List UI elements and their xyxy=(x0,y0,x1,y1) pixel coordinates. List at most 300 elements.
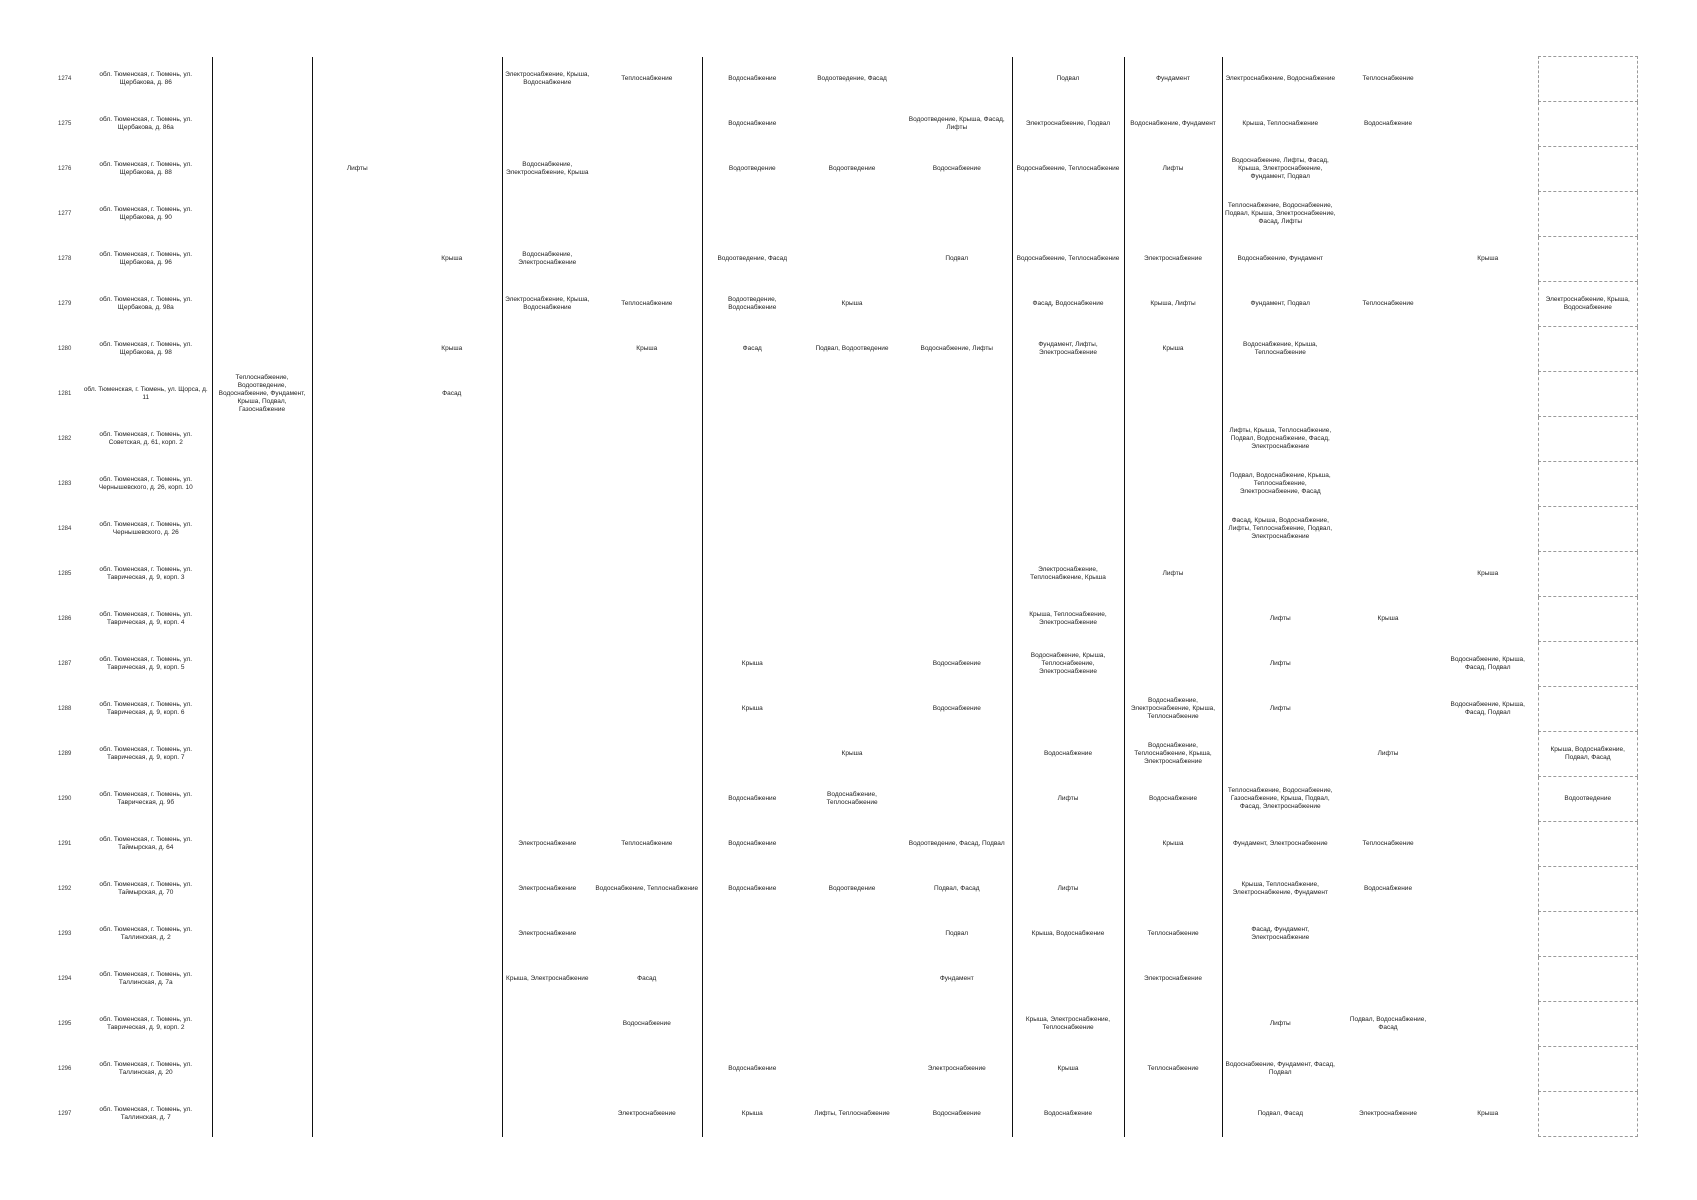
work-cell: Электроснабжение xyxy=(518,840,577,847)
work-cell: Водоотведение, Фасад xyxy=(817,75,887,82)
work-cell xyxy=(212,642,312,687)
work-cell-last xyxy=(1538,57,1638,102)
row-number: 1281 xyxy=(58,391,72,397)
table-row xyxy=(56,597,1638,642)
work-cell: Электроснабжение xyxy=(1124,957,1222,1002)
work-cell xyxy=(592,732,702,777)
work-cell xyxy=(312,417,402,462)
work-cell: Электроснабжение, Подвал xyxy=(1012,102,1124,147)
work-cell xyxy=(1012,417,1124,462)
row-number: 1293 xyxy=(58,931,72,937)
address-cell: обл. Тюменская, г. Тюмень, ул. Таймырская, д. 64 xyxy=(80,822,212,867)
address-cell: обл. Тюменская, г. Тюмень, ул. Таллинская, д. 20 xyxy=(80,1047,212,1092)
work-cell-last xyxy=(1538,642,1638,687)
work-cell: Крыша xyxy=(1012,1047,1124,1092)
work-cell xyxy=(402,732,502,777)
work-cell: Теплоснабжение xyxy=(1362,75,1414,82)
work-cell xyxy=(1338,642,1438,687)
work-cell xyxy=(402,1092,502,1137)
work-cell xyxy=(1438,462,1538,507)
work-cell xyxy=(502,777,592,822)
work-cell: Лифты xyxy=(1269,1020,1291,1027)
work-cell xyxy=(1222,732,1338,777)
table-row xyxy=(56,912,1638,957)
work-cell xyxy=(902,732,1012,777)
work-cell xyxy=(1338,552,1438,597)
work-cell xyxy=(802,822,902,867)
work-cell xyxy=(1012,957,1124,1002)
work-cell: Водоснабжение, Фундамент, Фасад, Подвал xyxy=(1225,1061,1335,1076)
work-cell: Лифты xyxy=(1377,750,1399,757)
work-cell: Электроснабжение, Водоснабжение xyxy=(1225,75,1336,82)
address-cell: обл. Тюменская, г. Тюмень, ул. Щербакова, д. 86 xyxy=(80,57,212,102)
work-cell: Подвал, Водоотведение xyxy=(815,345,889,352)
table-row xyxy=(56,372,1638,417)
work-cell xyxy=(312,822,402,867)
work-cell xyxy=(212,687,312,732)
work-cell xyxy=(502,1047,592,1092)
work-cell xyxy=(1438,1047,1538,1092)
work-cell xyxy=(702,417,802,462)
row-number: 1275 xyxy=(58,121,72,127)
work-cell xyxy=(502,102,592,147)
work-cell xyxy=(1438,102,1538,147)
work-cell xyxy=(802,552,902,597)
work-cell: Водоснабжение xyxy=(728,75,777,82)
work-cell: Водоснабжение, Крыша, Теплоснабжение, Электроснабжение xyxy=(1012,642,1124,687)
address-cell: обл. Тюменская, г. Тюмень, ул. Чернышевского, д. 26 xyxy=(80,507,212,552)
work-cell xyxy=(1438,867,1538,912)
work-cell: Фасад xyxy=(402,372,502,417)
address-cell: обл. Тюменская, г. Тюмень, ул. Щербакова, д. 90 xyxy=(80,192,212,237)
work-cell xyxy=(592,597,702,642)
work-cell: Водоснабжение, Лифты, Фасад, Крыша, Электроснабжение, Фундамент, Подвал xyxy=(1231,157,1329,180)
address-cell: обл. Тюменская, г. Тюмень, ул. Щербакова, д. 86а xyxy=(80,102,212,147)
work-cell-last xyxy=(1538,507,1638,552)
work-cell xyxy=(402,1047,502,1092)
work-cell: Водоснабжение xyxy=(902,1092,1012,1137)
work-cell: Водоснабжение, Лифты xyxy=(902,327,1012,372)
row-number: 1290 xyxy=(58,796,72,802)
work-cell xyxy=(702,732,802,777)
work-cell xyxy=(402,507,502,552)
table-row xyxy=(56,822,1638,867)
work-cell xyxy=(802,507,902,552)
work-cell: Водоснабжение, Крыша, Фасад, Подвал xyxy=(1450,701,1525,716)
work-cell: Водоснабжение, Теплоснабжение xyxy=(1012,147,1124,192)
work-cell: Водоснабжение, Теплоснабжение, Крыша, Электроснабжение xyxy=(1124,732,1222,777)
work-cell xyxy=(592,102,702,147)
work-cell xyxy=(1012,192,1124,237)
work-cell xyxy=(212,822,312,867)
work-cell xyxy=(212,1002,312,1047)
work-cell: Теплоснабжение xyxy=(592,282,702,327)
work-cell xyxy=(1124,507,1222,552)
address-cell: обл. Тюменская, г. Тюмень, ул. Таврическая, д. 9, корп. 3 xyxy=(80,552,212,597)
table-row xyxy=(56,147,1638,192)
work-cell: Подвал xyxy=(902,237,1012,282)
work-cell xyxy=(212,957,312,1002)
work-cell xyxy=(502,732,592,777)
work-cell-last xyxy=(1538,192,1638,237)
work-cell: Подвал, Фасад xyxy=(902,867,1012,912)
work-cell-last: Крыша, Водоснабжение, Подвал, Фасад xyxy=(1538,732,1638,777)
work-cell xyxy=(1438,417,1538,462)
work-cell xyxy=(312,552,402,597)
row-number: 1284 xyxy=(58,526,72,532)
work-cell xyxy=(1124,192,1222,237)
table-row xyxy=(56,687,1638,732)
work-cell xyxy=(1222,957,1338,1002)
work-cell xyxy=(312,642,402,687)
row-number: 1297 xyxy=(58,1111,72,1117)
table-row xyxy=(56,282,1638,327)
work-cell: Водоснабжение, Теплоснабжение xyxy=(826,791,878,806)
row-number: 1283 xyxy=(58,481,72,487)
work-cell xyxy=(592,912,702,957)
work-cell xyxy=(1338,507,1438,552)
work-cell: Крыша, Электроснабжение, Теплоснабжение xyxy=(1012,1002,1124,1047)
work-cell xyxy=(802,642,902,687)
work-cell: Электроснабжение xyxy=(592,1092,702,1137)
work-cell: Водоснабжение xyxy=(902,687,1012,732)
work-cell-last xyxy=(1538,147,1638,192)
table-row xyxy=(56,417,1638,462)
row-number: 1291 xyxy=(58,841,72,847)
work-cell xyxy=(1338,237,1438,282)
work-cell: Электроснабжение, Теплоснабжение, Крыша xyxy=(1012,552,1124,597)
work-cell xyxy=(212,597,312,642)
work-cell: Лифты xyxy=(1012,777,1124,822)
work-cell xyxy=(1438,957,1538,1002)
work-cell xyxy=(592,777,702,822)
work-cell xyxy=(402,282,502,327)
row-number: 1288 xyxy=(58,706,72,712)
work-cell: Водоснабжение xyxy=(728,840,777,847)
work-cell xyxy=(1012,507,1124,552)
work-cell xyxy=(312,912,402,957)
work-cell xyxy=(402,57,502,102)
spreadsheet-page xyxy=(56,56,1638,1137)
table-row xyxy=(56,237,1638,282)
work-cell: Теплоснабжение xyxy=(1124,1047,1222,1092)
work-cell: Электроснабжение xyxy=(1124,237,1222,282)
work-cell: Теплоснабжение xyxy=(1362,840,1414,847)
work-cell xyxy=(802,417,902,462)
work-cell: Электроснабжение xyxy=(1359,1110,1417,1117)
work-cell xyxy=(1338,147,1438,192)
work-cell xyxy=(402,147,502,192)
work-cell: Лифты, Теплоснабжение xyxy=(814,1110,890,1117)
work-cell xyxy=(1338,777,1438,822)
work-cell xyxy=(1338,462,1438,507)
row-number: 1296 xyxy=(58,1066,72,1072)
work-cell-last xyxy=(1538,1047,1638,1092)
work-cell xyxy=(502,417,592,462)
work-cell xyxy=(1012,462,1124,507)
work-cell xyxy=(902,417,1012,462)
work-cell: Фундамент, Электроснабжение xyxy=(1232,840,1328,847)
work-cell xyxy=(1012,822,1124,867)
work-cell xyxy=(1438,507,1538,552)
row-number: 1285 xyxy=(58,571,72,577)
work-cell xyxy=(402,462,502,507)
work-cell xyxy=(802,372,902,417)
work-cell xyxy=(502,507,592,552)
work-cell: Лифты xyxy=(1269,615,1291,622)
work-cell: Крыша, Электроснабжение xyxy=(506,975,589,982)
work-cell: Водоснабжение xyxy=(1012,732,1124,777)
work-cell: Подвал xyxy=(902,912,1012,957)
work-cell: Водоснабжение, Теплоснабжение xyxy=(592,867,702,912)
work-cell: Водоснабжение, Электроснабжение, Крыша xyxy=(506,161,589,176)
table-row xyxy=(56,867,1638,912)
work-cell: Водоотведение xyxy=(828,165,876,172)
repair-schedule-table xyxy=(56,56,1638,1137)
work-cell: Крыша xyxy=(1377,615,1399,622)
work-cell xyxy=(802,597,902,642)
work-cell xyxy=(802,957,902,1002)
work-cell: Водоотведение, Крыша, Фасад, Лифты xyxy=(902,102,1012,147)
work-cell xyxy=(802,912,902,957)
work-cell: Лифты xyxy=(1269,705,1291,712)
work-cell xyxy=(402,867,502,912)
work-cell xyxy=(212,777,312,822)
work-cell xyxy=(312,372,402,417)
work-cell: Водоснабжение xyxy=(902,147,1012,192)
work-cell xyxy=(702,1002,802,1047)
work-cell: Теплоснабжение, Водоотведение, Водоснабжение, Фундамент, Крыша, Подвал, Газоснабжение xyxy=(212,372,312,417)
work-cell xyxy=(212,912,312,957)
work-cell: Водоснабжение xyxy=(1363,120,1413,127)
work-cell-last xyxy=(1538,957,1638,1002)
work-cell xyxy=(1338,957,1438,1002)
work-cell: Крыша, Водоснабжение xyxy=(1012,912,1124,957)
work-cell xyxy=(902,777,1012,822)
work-cell: Подвал, Водоснабжение, Крыша, Теплоснабжение, Электроснабжение, Фасад xyxy=(1229,472,1331,495)
work-cell xyxy=(212,282,312,327)
work-cell xyxy=(502,192,592,237)
work-cell: Электроснабжение xyxy=(902,1047,1012,1092)
work-cell: Фасад, Крыша, Водоснабжение, Лифты, Теплоснабжение, Подвал, Электроснабжение xyxy=(1228,517,1333,540)
work-cell-last xyxy=(1538,327,1638,372)
work-cell xyxy=(1338,687,1438,732)
work-cell xyxy=(1438,327,1538,372)
work-cell xyxy=(312,192,402,237)
work-cell: Теплоснабжение, Водоснабжение, Подвал, Крыша, Электроснабжение, Фасад, Лифты xyxy=(1224,202,1336,225)
address-cell: обл. Тюменская, г. Тюмень, ул. Таврическая, д. 9, корп. 2 xyxy=(80,1002,212,1047)
work-cell: Водоснабжение, Электроснабжение, Крыша, Теплоснабжение xyxy=(1124,687,1222,732)
work-cell xyxy=(1124,1002,1222,1047)
work-cell xyxy=(802,1002,902,1047)
work-cell xyxy=(312,777,402,822)
work-cell xyxy=(212,417,312,462)
work-cell xyxy=(502,1002,592,1047)
table-row xyxy=(56,462,1638,507)
work-cell-last xyxy=(1538,1002,1638,1047)
work-cell xyxy=(402,417,502,462)
work-cell: Крыша xyxy=(402,327,502,372)
work-cell: Водоснабжение, Крыша, Теплоснабжение xyxy=(1243,341,1318,356)
work-cell xyxy=(502,642,592,687)
work-cell xyxy=(312,237,402,282)
work-cell: Водоотведение, Фасад, Подвал xyxy=(902,822,1012,867)
work-cell: Лифты xyxy=(1124,147,1222,192)
work-cell: Водоснабжение, Фундамент xyxy=(1237,255,1324,262)
work-cell xyxy=(902,282,1012,327)
address-cell: обл. Тюменская, г. Тюмень, ул. Таллинская, д. 2 xyxy=(80,912,212,957)
work-cell-last xyxy=(1538,417,1638,462)
work-cell xyxy=(402,912,502,957)
work-cell xyxy=(312,1047,402,1092)
work-cell xyxy=(1124,1092,1222,1137)
work-cell-last xyxy=(1538,462,1638,507)
work-cell xyxy=(1124,597,1222,642)
address-cell: обл. Тюменская, г. Тюмень, ул. Таврическая, д. 9, корп. 5 xyxy=(80,642,212,687)
work-cell: Крыша xyxy=(1477,255,1499,262)
work-cell xyxy=(702,597,802,642)
work-cell: Крыша xyxy=(741,660,763,667)
row-number: 1294 xyxy=(58,976,72,982)
work-cell xyxy=(402,102,502,147)
work-cell xyxy=(1438,147,1538,192)
work-cell xyxy=(212,732,312,777)
address-cell: обл. Тюменская, г. Тюмень, ул. Щербакова, д. 98 xyxy=(80,327,212,372)
work-cell: Водоснабжение xyxy=(728,120,777,127)
work-cell xyxy=(212,867,312,912)
work-cell xyxy=(702,912,802,957)
work-cell: Крыша, Лифты xyxy=(1124,282,1222,327)
work-cell: Водоотведение, Водоснабжение xyxy=(727,296,777,311)
work-cell xyxy=(312,327,402,372)
work-cell: Водоснабжение xyxy=(902,642,1012,687)
work-cell: Подвал xyxy=(1012,57,1124,102)
row-number: 1295 xyxy=(58,1021,72,1027)
table-row xyxy=(56,507,1638,552)
work-cell xyxy=(402,822,502,867)
work-cell xyxy=(402,1002,502,1047)
work-cell xyxy=(402,687,502,732)
work-cell: Крыша, Теплоснабжение xyxy=(1242,120,1319,127)
work-cell xyxy=(402,192,502,237)
work-cell xyxy=(312,102,402,147)
row-number: 1289 xyxy=(58,751,72,757)
work-cell xyxy=(502,552,592,597)
address-cell: обл. Тюменская, г. Тюмень, ул. Щорса, д. 11 xyxy=(80,372,212,417)
work-cell: Фундамент, Лифты, Электроснабжение xyxy=(1012,327,1124,372)
work-cell xyxy=(702,192,802,237)
row-number: 1278 xyxy=(58,256,72,262)
work-cell: Фундамент xyxy=(1124,57,1222,102)
work-cell xyxy=(902,552,1012,597)
work-cell: Электроснабжение, Крыша, Водоснабжение xyxy=(505,71,590,86)
work-cell xyxy=(592,237,702,282)
work-cell xyxy=(312,957,402,1002)
work-cell: Крыша xyxy=(402,237,502,282)
row-number: 1274 xyxy=(58,76,72,82)
work-cell: Теплоснабжение xyxy=(592,57,702,102)
work-cell xyxy=(312,1092,402,1137)
work-cell xyxy=(1124,417,1222,462)
work-cell-last xyxy=(1538,552,1638,597)
work-cell: Крыша xyxy=(1477,1110,1499,1117)
work-cell-last xyxy=(1538,597,1638,642)
work-cell xyxy=(1438,597,1538,642)
work-cell: Водоснабжение, Теплоснабжение xyxy=(1012,237,1124,282)
work-cell xyxy=(802,687,902,732)
work-cell: Водоснабжение, Крыша, Фасад, Подвал xyxy=(1450,656,1525,671)
address-cell: обл. Тюменская, г. Тюмень, ул. Таймырская, д. 70 xyxy=(80,867,212,912)
work-cell: Крыша, Теплоснабжение, Электроснабжение, Фундамент xyxy=(1232,881,1328,896)
work-cell: Теплоснабжение xyxy=(1124,912,1222,957)
address-cell: обл. Тюменская, г. Тюмень, ул. Таврическая, д. 9, корп. 6 xyxy=(80,687,212,732)
work-cell xyxy=(702,957,802,1002)
table-row xyxy=(56,102,1638,147)
work-cell xyxy=(592,462,702,507)
work-cell: Подвал, Водоснабжение, Фасад xyxy=(1349,1016,1427,1031)
work-cell xyxy=(1438,1002,1538,1047)
work-cell xyxy=(1338,192,1438,237)
work-cell: Водоснабжение xyxy=(728,1065,777,1072)
work-cell xyxy=(502,597,592,642)
work-cell xyxy=(592,417,702,462)
work-cell: Фасад xyxy=(742,345,762,352)
work-cell-last xyxy=(1538,1092,1638,1137)
work-cell xyxy=(1438,372,1538,417)
work-cell xyxy=(1124,372,1222,417)
work-cell: Водоотведение, Фасад xyxy=(717,255,788,262)
work-cell: Теплоснабжение xyxy=(1362,300,1414,307)
work-cell: Фасад xyxy=(592,957,702,1002)
work-cell xyxy=(212,327,312,372)
work-cell xyxy=(592,687,702,732)
table-row xyxy=(56,957,1638,1002)
address-cell: обл. Тюменская, г. Тюмень, ул. Чернышевского, д. 26, корп. 10 xyxy=(80,462,212,507)
address-cell: обл. Тюменская, г. Тюмень, ул. Щербакова, д. 88 xyxy=(80,147,212,192)
work-cell-last xyxy=(1538,237,1638,282)
work-cell: Электроснабжение, Крыша, Водоснабжение xyxy=(505,296,590,311)
work-cell: Водоотведение xyxy=(728,165,776,172)
work-cell xyxy=(212,552,312,597)
work-cell xyxy=(1124,867,1222,912)
row-number: 1279 xyxy=(58,301,72,307)
work-cell: Фасад, Водоснабжение xyxy=(1012,282,1124,327)
work-cell xyxy=(212,192,312,237)
work-cell xyxy=(402,777,502,822)
address-cell: обл. Тюменская, г. Тюмень, ул. Таллинская, д. 7а xyxy=(80,957,212,1002)
table-row xyxy=(56,57,1638,102)
work-cell xyxy=(212,57,312,102)
work-cell: Крыша xyxy=(592,327,702,372)
work-cell xyxy=(802,237,902,282)
work-cell-last xyxy=(1538,372,1638,417)
work-cell xyxy=(212,1047,312,1092)
table-row xyxy=(56,777,1638,822)
work-cell xyxy=(1438,282,1538,327)
work-cell: Водоснабжение, Электроснабжение xyxy=(518,251,577,266)
table-row xyxy=(56,552,1638,597)
work-cell xyxy=(702,372,802,417)
row-number: 1276 xyxy=(58,166,72,172)
work-cell xyxy=(592,1047,702,1092)
work-cell xyxy=(402,642,502,687)
work-cell xyxy=(212,462,312,507)
work-cell xyxy=(902,597,1012,642)
work-cell xyxy=(702,552,802,597)
work-cell xyxy=(402,552,502,597)
work-cell xyxy=(312,57,402,102)
work-cell xyxy=(802,462,902,507)
